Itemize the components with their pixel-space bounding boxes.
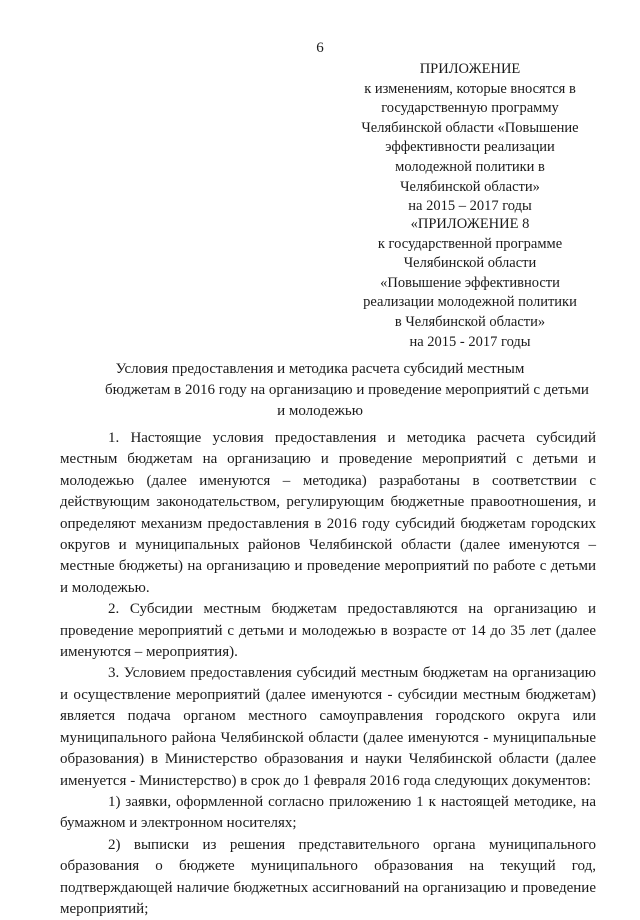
appendix-header-line: эффективности реализации (385, 139, 555, 156)
appendix-8-line: на 2015 - 2017 годы (409, 333, 531, 350)
list-item-2: 2) выписки из решения представительного органа муниципального образования о бюджете муниципального образования на текущий год, подтверждающей наличие бюджетных ассигнований на организацию и проведение мероприятий; (60, 836, 596, 917)
appendix-header-line: Челябинской области» (400, 178, 540, 195)
appendix-header-line: государственную программу (381, 100, 559, 117)
appendix-header-line: Челябинской области «Повышение (361, 119, 579, 136)
paragraph-2: 2. Субсидии местным бюджетам предоставляются на организацию и проведение мероприятий с детьми и молодежью в возрасте от 14 до 35 лет (далее именуются – мероприятия). (60, 601, 596, 661)
appendix-header-line: ПРИЛОЖЕНИЕ (419, 61, 521, 77)
title-line: и молодежью (277, 403, 363, 419)
document-title (105, 359, 589, 422)
appendix-header-block (345, 60, 595, 217)
document-body (60, 428, 596, 920)
appendix-header-line: молодежной политики в (395, 158, 545, 175)
appendix-8-line: в Челябинской области» (394, 313, 546, 330)
title-line: бюджетам в 2016 году на организацию и проведение мероприятий с детьми (105, 382, 589, 398)
paragraph-1: 1. Настоящие условия предоставления и методика расчета субсидий местным бюджетам на организацию и проведение мероприятий с детьми и молодежью (далее именуются – методика) разработаны в соответствии с действующим законодательством, регулирующим бюджетные правоотношения, и определяют механизм предоставления в 2016 году субсидий бюджетам городских округов и муниципальных районов Челябинской области (далее именуются – местные бюджеты) на организацию и проведение мероприятий по работе с детьми и молодежью. (60, 430, 596, 596)
appendix-8-line: «Повышение эффективности (380, 274, 560, 291)
appendix-8-line: к государственной программе (377, 235, 563, 252)
page-number: 6 (316, 40, 324, 56)
paragraph-3: 3. Условием предоставления субсидий местным бюджетам на организацию и осуществление мероприятий (далее именуются - субсидии местным бюджетам) является подача органом местного самоуправления городского округа или муниципального района Челябинской области (далее именуются - муниципальные образования) в Министерство образования и науки Челябинской области (далее именуется - Министерство) в срок до 1 февраля 2016 года следующих документов: (60, 665, 596, 789)
appendix-header-line: к изменениям, которые вносятся в (364, 80, 576, 97)
title-line: Условия предоставления и методика расчета субсидий местным (115, 361, 525, 377)
appendix-header-line: на 2015 – 2017 годы (408, 198, 532, 215)
list-item-1: 1) заявки, оформленной согласно приложению 1 к настоящей методике, на бумажном и электронном носителях; (60, 793, 596, 832)
appendix-8-line: реализации молодежной политики (363, 294, 577, 311)
appendix-8-block (345, 215, 595, 352)
appendix-8-line: Челябинской области (403, 255, 537, 272)
appendix-8-line: «ПРИЛОЖЕНИЕ 8 (410, 216, 530, 232)
